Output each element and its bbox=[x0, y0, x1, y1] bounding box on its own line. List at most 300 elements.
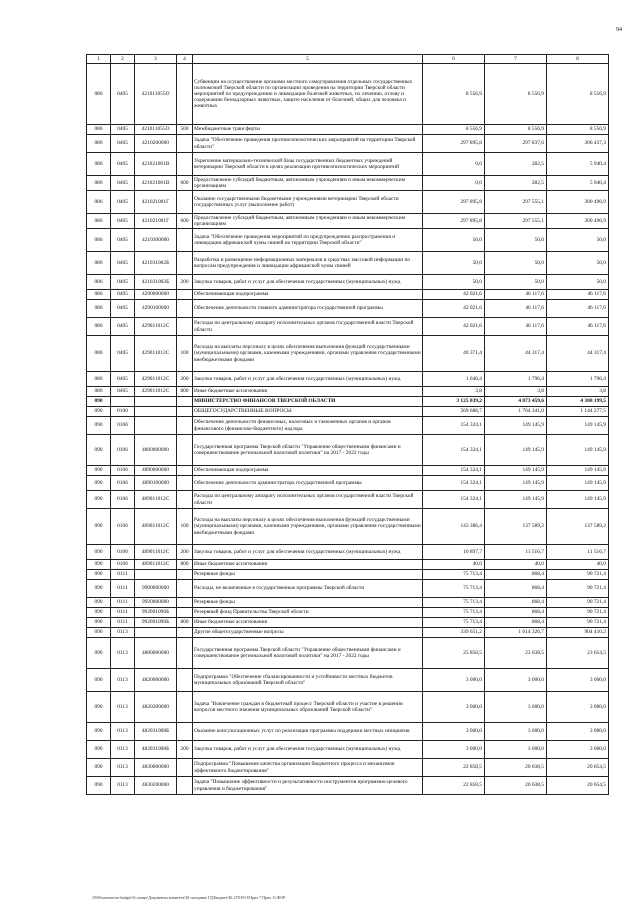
amount-year3-cell: 90 721,4 bbox=[547, 570, 609, 580]
amount-year3-cell: 149 145,9 bbox=[547, 491, 609, 509]
admin-code-cell: 090 bbox=[87, 397, 111, 407]
admin-code-cell: 090 bbox=[87, 741, 111, 759]
expense-type-cell: 200 bbox=[177, 545, 193, 560]
amount-year2-cell: 297 555,1 bbox=[485, 191, 547, 214]
amount-year1-cell: 22 858,5 bbox=[423, 777, 485, 795]
amount-year3-cell: 50,0 bbox=[547, 275, 609, 290]
table-row bbox=[87, 290, 609, 300]
admin-code-cell: 086 bbox=[87, 336, 111, 372]
table-row bbox=[87, 545, 609, 560]
expense-type-cell bbox=[177, 491, 193, 509]
admin-code-cell: 086 bbox=[87, 372, 111, 387]
description-cell: Иные бюджетные ассигнования bbox=[193, 387, 423, 397]
description-cell: Государственная программа Тверской области "Управление общественными финансами и совершенствование региональной налоговой политики" на 2017 - 2022 годы bbox=[193, 638, 423, 669]
table-row bbox=[87, 777, 609, 795]
amount-year3-cell: 137 589,2 bbox=[547, 509, 609, 545]
amount-year3-cell: 149 145,9 bbox=[547, 476, 609, 491]
page-number: 94 bbox=[616, 27, 622, 33]
section-code-cell: 0111 bbox=[111, 608, 135, 618]
amount-year1-cell: 339 651,2 bbox=[423, 628, 485, 638]
target-code-cell: 4820300000 bbox=[135, 692, 177, 723]
amount-year3-cell: 20 654,5 bbox=[547, 777, 609, 795]
section-code-cell: 0405 bbox=[111, 229, 135, 252]
target-code-cell: 4820000000 bbox=[135, 669, 177, 692]
admin-code-cell: 090 bbox=[87, 491, 111, 509]
section-code-cell: 0113 bbox=[111, 777, 135, 795]
target-code-cell: 4830200000 bbox=[135, 777, 177, 795]
amount-year1-cell: 42 021,6 bbox=[423, 300, 485, 318]
table-row bbox=[87, 435, 609, 466]
file-path-footer: \\F60\rawmnt-no-budget\\6 самые\Документы комитета\38 заседание ГД\Бюджет\ЗБ 278-П-О\Прил 7 Прил 11.ФОР bbox=[92, 895, 286, 900]
expense-type-cell: 600 bbox=[177, 176, 193, 191]
table-row bbox=[87, 372, 609, 387]
amount-year3-cell: 20 654,5 bbox=[547, 759, 609, 777]
table-row bbox=[87, 64, 609, 125]
table-row bbox=[87, 176, 609, 191]
target-code-cell: 489011012С bbox=[135, 491, 177, 509]
amount-year3-cell: 11 516,7 bbox=[547, 545, 609, 560]
target-code-cell: 429011012С bbox=[135, 336, 177, 372]
admin-code-cell: 086 bbox=[87, 64, 111, 125]
target-code-cell: 9920000000 bbox=[135, 598, 177, 608]
table-row bbox=[87, 638, 609, 669]
amount-year2-cell: 11 516,7 bbox=[485, 545, 547, 560]
admin-code-cell: 086 bbox=[87, 135, 111, 153]
amount-year1-cell: 75 713,4 bbox=[423, 580, 485, 598]
amount-year2-cell: 8 556,9 bbox=[485, 64, 547, 125]
expense-type-cell bbox=[177, 669, 193, 692]
section-code-cell: 0113 bbox=[111, 628, 135, 638]
description-cell: Обеспечивающая подпрограмма bbox=[193, 290, 423, 300]
amount-year1-cell: 10 897,7 bbox=[423, 545, 485, 560]
amount-year1-cell: 50,0 bbox=[423, 252, 485, 275]
description-cell: Задача "Повышение эффективности и результативности инструментов программно-целевого управления и бюджетирования" bbox=[193, 777, 423, 795]
amount-year2-cell: 149 145,9 bbox=[485, 491, 547, 509]
target-code-cell: 4890100000 bbox=[135, 476, 177, 491]
expense-type-cell bbox=[177, 777, 193, 795]
section-code-cell: 0113 bbox=[111, 741, 135, 759]
target-code-cell: 4290100000 bbox=[135, 300, 177, 318]
amount-year2-cell: 3 000,0 bbox=[485, 669, 547, 692]
amount-year1-cell: 25 858,5 bbox=[423, 638, 485, 669]
target-code-cell: 4800000000 bbox=[135, 638, 177, 669]
admin-code-cell: 086 bbox=[87, 176, 111, 191]
amount-year2-cell: 868,4 bbox=[485, 598, 547, 608]
table-row bbox=[87, 628, 609, 638]
admin-code-cell: 090 bbox=[87, 598, 111, 608]
table-row bbox=[87, 125, 609, 135]
target-code-cell: 489011012С bbox=[135, 509, 177, 545]
table-row bbox=[87, 397, 609, 407]
section-code-cell: 0106 bbox=[111, 435, 135, 466]
amount-year2-cell: 4 873 459,6 bbox=[485, 397, 547, 407]
amount-year1-cell: 22 858,5 bbox=[423, 759, 485, 777]
admin-code-cell: 086 bbox=[87, 252, 111, 275]
admin-code-cell: 090 bbox=[87, 476, 111, 491]
amount-year1-cell: 3 000,0 bbox=[423, 741, 485, 759]
section-code-cell: 0405 bbox=[111, 64, 135, 125]
expense-type-cell bbox=[177, 318, 193, 336]
amount-year2-cell: 46 117,6 bbox=[485, 290, 547, 300]
amount-year1-cell: 3 000,0 bbox=[423, 692, 485, 723]
admin-code-cell: 090 bbox=[87, 777, 111, 795]
section-code-cell: 0405 bbox=[111, 252, 135, 275]
expense-type-cell bbox=[177, 759, 193, 777]
amount-year3-cell: 1 144 277,5 bbox=[547, 407, 609, 417]
amount-year2-cell: 46 117,6 bbox=[485, 318, 547, 336]
amount-year3-cell: 1 796,4 bbox=[547, 372, 609, 387]
expense-type-cell: 100 bbox=[177, 336, 193, 372]
amount-year1-cell: 3,8 bbox=[423, 387, 485, 397]
description-cell: Межбюджетные трансферты bbox=[193, 125, 423, 135]
amount-year1-cell: 42 021,6 bbox=[423, 290, 485, 300]
admin-code-cell: 086 bbox=[87, 300, 111, 318]
description-cell: Закупка товаров, работ и услуг для обеспечения государственных (муниципальных) нужд bbox=[193, 372, 423, 387]
expense-type-cell bbox=[177, 64, 193, 125]
section-code-cell: 0113 bbox=[111, 692, 135, 723]
section-code-cell: 0405 bbox=[111, 191, 135, 214]
expense-type-cell bbox=[177, 692, 193, 723]
description-cell: Предоставление субсидий бюджетным, автономным учреждениям и иным некоммерческим организациям bbox=[193, 176, 423, 191]
table-row bbox=[87, 417, 609, 435]
header-cell: 7 bbox=[485, 55, 547, 64]
amount-year2-cell: 40,0 bbox=[485, 560, 547, 570]
description-cell: Другие общегосударственные вопросы bbox=[193, 628, 423, 638]
description-cell: Закупка товаров, работ и услуг для обеспечения государственных (муниципальных) нужд bbox=[193, 741, 423, 759]
amount-year2-cell: 868,4 bbox=[485, 570, 547, 580]
description-cell: Обеспечение деятельности главного администратора государственной программы bbox=[193, 300, 423, 318]
amount-year3-cell: 50,0 bbox=[547, 252, 609, 275]
amount-year2-cell: 868,4 bbox=[485, 608, 547, 618]
admin-code-cell: 090 bbox=[87, 608, 111, 618]
amount-year1-cell: 154 324,1 bbox=[423, 476, 485, 491]
description-cell: Задача "Обеспечение проведения противоэпизоотических мероприятий на территории Тверской области" bbox=[193, 135, 423, 153]
amount-year3-cell: 46 117,6 bbox=[547, 300, 609, 318]
table-row bbox=[87, 336, 609, 372]
target-code-cell: 489011012С bbox=[135, 560, 177, 570]
target-code-cell: 421031002Б bbox=[135, 275, 177, 290]
admin-code-cell: 090 bbox=[87, 545, 111, 560]
target-code-cell: 4830000000 bbox=[135, 759, 177, 777]
header-cell: 1 bbox=[87, 55, 111, 64]
section-code-cell: 0405 bbox=[111, 176, 135, 191]
target-code-cell: 421031002Б bbox=[135, 252, 177, 275]
amount-year2-cell: 297 555,1 bbox=[485, 214, 547, 229]
admin-code-cell: 090 bbox=[87, 692, 111, 723]
target-code-cell: 4210300000 bbox=[135, 229, 177, 252]
target-code-cell: 429011012С bbox=[135, 387, 177, 397]
table-row bbox=[87, 191, 609, 214]
amount-year2-cell: 23 638,5 bbox=[485, 638, 547, 669]
section-code-cell: 0405 bbox=[111, 275, 135, 290]
description-cell: Субвенции на осуществление органами местного самоуправления отдельных государственных полномочий Тверской области по организации проведения на территории Тверской области мероприятий по предупреждению и ликвидации болезней животных, их лечению, отлову и содержанию безнадзорных животных, защите населения от болезней, общих для человека и животных bbox=[193, 64, 423, 125]
amount-year3-cell: 8 556,9 bbox=[547, 64, 609, 125]
section-code-cell: 0113 bbox=[111, 759, 135, 777]
admin-code-cell: 090 bbox=[87, 669, 111, 692]
amount-year3-cell: 306 437,3 bbox=[547, 135, 609, 153]
amount-year3-cell: 90 721,4 bbox=[547, 598, 609, 608]
table-row bbox=[87, 723, 609, 741]
section-code-cell: 0405 bbox=[111, 125, 135, 135]
admin-code-cell: 086 bbox=[87, 214, 111, 229]
table-row bbox=[87, 214, 609, 229]
amount-year3-cell: 8 556,9 bbox=[547, 125, 609, 135]
section-code-cell: 0106 bbox=[111, 491, 135, 509]
table-row bbox=[87, 491, 609, 509]
target-code-cell: 421011055О bbox=[135, 125, 177, 135]
section-code-cell: 0113 bbox=[111, 723, 135, 741]
amount-year1-cell: 75 713,4 bbox=[423, 608, 485, 618]
section-code-cell: 0405 bbox=[111, 318, 135, 336]
table-row bbox=[87, 300, 609, 318]
amount-year3-cell: 3 000,0 bbox=[547, 692, 609, 723]
amount-year1-cell: 154 324,1 bbox=[423, 491, 485, 509]
amount-year1-cell: 3 000,0 bbox=[423, 669, 485, 692]
amount-year1-cell: 297 895,8 bbox=[423, 191, 485, 214]
description-cell: Расходы, не включенные в государственные программы Тверской области bbox=[193, 580, 423, 598]
expense-type-cell bbox=[177, 466, 193, 476]
amount-year2-cell: 20 638,5 bbox=[485, 777, 547, 795]
expense-type-cell bbox=[177, 476, 193, 491]
table-row bbox=[87, 387, 609, 397]
target-code-cell bbox=[135, 397, 177, 407]
amount-year2-cell: 3 000,0 bbox=[485, 741, 547, 759]
table-header-row bbox=[87, 55, 609, 64]
admin-code-cell: 090 bbox=[87, 723, 111, 741]
amount-year3-cell: 149 145,9 bbox=[547, 466, 609, 476]
amount-year3-cell: 3,8 bbox=[547, 387, 609, 397]
description-cell: ОБЩЕГОСУДАРСТВЕННЫЕ ВОПРОСЫ bbox=[193, 407, 423, 417]
section-code-cell: 0405 bbox=[111, 135, 135, 153]
section-code-cell: 0106 bbox=[111, 560, 135, 570]
amount-year2-cell: 44 317,4 bbox=[485, 336, 547, 372]
amount-year2-cell: 3 000,0 bbox=[485, 692, 547, 723]
section-code-cell: 0106 bbox=[111, 509, 135, 545]
expense-type-cell bbox=[177, 608, 193, 618]
amount-year2-cell: 50,0 bbox=[485, 229, 547, 252]
table-row bbox=[87, 741, 609, 759]
description-cell: Иные бюджетные ассигнования bbox=[193, 618, 423, 628]
amount-year2-cell: 1 614 326,7 bbox=[485, 628, 547, 638]
amount-year2-cell: 149 145,9 bbox=[485, 476, 547, 491]
target-code-cell: 4890000000 bbox=[135, 466, 177, 476]
amount-year3-cell: 904 410,2 bbox=[547, 628, 609, 638]
table-row bbox=[87, 580, 609, 598]
amount-year3-cell: 149 145,9 bbox=[547, 435, 609, 466]
target-code-cell bbox=[135, 570, 177, 580]
expense-type-cell bbox=[177, 417, 193, 435]
description-cell: Оказание государственными бюджетными учреждениями ветеринарии Тверской области государственных услуг (выполнение работ) bbox=[193, 191, 423, 214]
admin-code-cell: 086 bbox=[87, 229, 111, 252]
amount-year1-cell: 569 688,7 bbox=[423, 407, 485, 417]
amount-year1-cell: 154 324,1 bbox=[423, 466, 485, 476]
table-row bbox=[87, 692, 609, 723]
amount-year3-cell: 44 317,4 bbox=[547, 336, 609, 372]
amount-year3-cell: 5 940,4 bbox=[547, 176, 609, 191]
amount-year1-cell: 75 713,4 bbox=[423, 598, 485, 608]
section-code-cell: 0106 bbox=[111, 417, 135, 435]
admin-code-cell: 090 bbox=[87, 435, 111, 466]
amount-year1-cell: 50,0 bbox=[423, 275, 485, 290]
amount-year3-cell: 46 117,6 bbox=[547, 290, 609, 300]
admin-code-cell: 086 bbox=[87, 153, 111, 176]
table-row bbox=[87, 598, 609, 608]
description-cell: Закупка товаров, работ и услуг для обеспечения государственных (муниципальных) нужд bbox=[193, 545, 423, 560]
section-code-cell: 0405 bbox=[111, 214, 135, 229]
amount-year2-cell: 297 837,6 bbox=[485, 135, 547, 153]
expense-type-cell bbox=[177, 135, 193, 153]
amount-year3-cell: 90 721,4 bbox=[547, 580, 609, 598]
amount-year1-cell: 3 125 039,2 bbox=[423, 397, 485, 407]
amount-year2-cell: 868,4 bbox=[485, 618, 547, 628]
table-row bbox=[87, 135, 609, 153]
amount-year3-cell: 300 496,9 bbox=[547, 191, 609, 214]
amount-year2-cell: 149 145,9 bbox=[485, 417, 547, 435]
expense-type-cell bbox=[177, 252, 193, 275]
amount-year1-cell: 42 021,6 bbox=[423, 318, 485, 336]
amount-year3-cell: 23 654,5 bbox=[547, 638, 609, 669]
amount-year1-cell: 40 371,4 bbox=[423, 336, 485, 372]
admin-code-cell: 090 bbox=[87, 618, 111, 628]
expense-type-cell bbox=[177, 191, 193, 214]
expense-type-cell: 800 bbox=[177, 618, 193, 628]
table-row bbox=[87, 560, 609, 570]
description-cell: Обеспечение деятельности администратора государственной программы bbox=[193, 476, 423, 491]
amount-year2-cell: 50,0 bbox=[485, 275, 547, 290]
amount-year1-cell: 154 324,1 bbox=[423, 435, 485, 466]
table-row bbox=[87, 252, 609, 275]
amount-year2-cell: 3,8 bbox=[485, 387, 547, 397]
amount-year2-cell: 3 000,0 bbox=[485, 723, 547, 741]
description-cell: Оказание консультационных услуг по реализации программы поддержки местных инициатив bbox=[193, 723, 423, 741]
table-row bbox=[87, 618, 609, 628]
amount-year2-cell: 1 764 341,0 bbox=[485, 407, 547, 417]
target-code-cell: 429011012С bbox=[135, 372, 177, 387]
amount-year3-cell: 3 000,0 bbox=[547, 723, 609, 741]
admin-code-cell: 086 bbox=[87, 387, 111, 397]
admin-code-cell: 090 bbox=[87, 759, 111, 777]
target-code-cell: 4210200000 bbox=[135, 135, 177, 153]
admin-code-cell: 090 bbox=[87, 466, 111, 476]
amount-year2-cell: 149 145,9 bbox=[485, 466, 547, 476]
header-cell: 5 bbox=[193, 55, 423, 64]
amount-year2-cell: 282,5 bbox=[485, 153, 547, 176]
section-code-cell: 0405 bbox=[111, 300, 135, 318]
description-cell: Подпрограмма "Повышение качества организации бюджетного процесса и механизмов эффективного бюджетирования" bbox=[193, 759, 423, 777]
description-cell: Расходы на выплаты персоналу в целях обеспечения выполнения функций государственными (муниципальными) органами, казенными учреждениями, органами управления государственными внебюджетными фондами bbox=[193, 509, 423, 545]
section-code-cell: 0111 bbox=[111, 598, 135, 608]
description-cell: Задача "Обеспечение проведения мероприятий по предупреждению распространения и ликвидации африканской чумы свиней на территории Тверской области" bbox=[193, 229, 423, 252]
amount-year3-cell: 50,0 bbox=[547, 229, 609, 252]
amount-year3-cell: 46 117,6 bbox=[547, 318, 609, 336]
description-cell: Закупка товаров, работ и услуг для обеспечения государственных (муниципальных) нужд bbox=[193, 275, 423, 290]
expense-type-cell: 200 bbox=[177, 275, 193, 290]
admin-code-cell: 086 bbox=[87, 125, 111, 135]
amount-year2-cell: 137 589,2 bbox=[485, 509, 547, 545]
header-cell: 2 bbox=[111, 55, 135, 64]
expense-type-cell bbox=[177, 598, 193, 608]
budget-table bbox=[86, 54, 609, 795]
amount-year3-cell: 3 000,0 bbox=[547, 741, 609, 759]
target-code-cell: 992001090Б bbox=[135, 608, 177, 618]
target-code-cell: 421021001Г bbox=[135, 191, 177, 214]
expense-type-cell bbox=[177, 638, 193, 669]
table-row bbox=[87, 229, 609, 252]
amount-year1-cell: 297 895,8 bbox=[423, 135, 485, 153]
amount-year1-cell: 0,0 bbox=[423, 176, 485, 191]
description-cell: Государственная программа Тверской области "Управление общественными финансами и совершенствование региональной налоговой политики" на 2017 - 2022 годы bbox=[193, 435, 423, 466]
expense-type-cell: 200 bbox=[177, 372, 193, 387]
target-code-cell bbox=[135, 407, 177, 417]
table-row bbox=[87, 570, 609, 580]
admin-code-cell: 090 bbox=[87, 628, 111, 638]
expense-type-cell: 500 bbox=[177, 125, 193, 135]
description-cell: Резервные фонды bbox=[193, 598, 423, 608]
expense-type-cell bbox=[177, 300, 193, 318]
expense-type-cell bbox=[177, 153, 193, 176]
expense-type-cell bbox=[177, 397, 193, 407]
header-cell: 6 bbox=[423, 55, 485, 64]
description-cell: Резервный фонд Правительства Тверской области bbox=[193, 608, 423, 618]
expense-type-cell bbox=[177, 290, 193, 300]
amount-year3-cell: 4 308 199,5 bbox=[547, 397, 609, 407]
amount-year2-cell: 46 117,6 bbox=[485, 300, 547, 318]
expense-type-cell bbox=[177, 407, 193, 417]
table-row bbox=[87, 608, 609, 618]
section-code-cell: 0100 bbox=[111, 407, 135, 417]
amount-year1-cell: 143 386,4 bbox=[423, 509, 485, 545]
admin-code-cell: 090 bbox=[87, 638, 111, 669]
admin-code-cell: 090 bbox=[87, 509, 111, 545]
amount-year2-cell: 868,4 bbox=[485, 580, 547, 598]
admin-code-cell: 090 bbox=[87, 560, 111, 570]
amount-year3-cell: 149 145,9 bbox=[547, 417, 609, 435]
section-code-cell: 0405 bbox=[111, 372, 135, 387]
expense-type-cell: 200 bbox=[177, 741, 193, 759]
amount-year3-cell: 40,0 bbox=[547, 560, 609, 570]
target-code-cell: 489011012С bbox=[135, 545, 177, 560]
target-code-cell: 421021001Г bbox=[135, 214, 177, 229]
section-code-cell: 0111 bbox=[111, 570, 135, 580]
admin-code-cell: 090 bbox=[87, 417, 111, 435]
header-cell: 8 bbox=[547, 55, 609, 64]
admin-code-cell: 086 bbox=[87, 191, 111, 214]
amount-year3-cell: 3 000,0 bbox=[547, 669, 609, 692]
section-code-cell: 0405 bbox=[111, 336, 135, 372]
expense-type-cell bbox=[177, 570, 193, 580]
expense-type-cell: 100 bbox=[177, 509, 193, 545]
section-code-cell bbox=[111, 397, 135, 407]
description-cell: Предоставление субсидий бюджетным, автономным учреждениям и иным некоммерческим организациям bbox=[193, 214, 423, 229]
amount-year2-cell: 1 796,4 bbox=[485, 372, 547, 387]
description-cell: Разработка и размещение информационных материалов в средствах массовой информации по вопросам предупреждения и ликвидации африканской чумы свиней bbox=[193, 252, 423, 275]
amount-year1-cell: 8 556,9 bbox=[423, 125, 485, 135]
amount-year3-cell: 5 940,4 bbox=[547, 153, 609, 176]
table-row bbox=[87, 509, 609, 545]
section-code-cell: 0113 bbox=[111, 669, 135, 692]
section-code-cell: 0113 bbox=[111, 638, 135, 669]
expense-type-cell bbox=[177, 580, 193, 598]
description-cell: Расходы на выплаты персоналу в целях обеспечения выполнения функций государственными (муниципальными) органами, казенными учреждениями, органами управления государственными внебюджетными фондами bbox=[193, 336, 423, 372]
admin-code-cell: 086 bbox=[87, 275, 111, 290]
description-cell: Подпрограмма "Обеспечение сбалансированности и устойчивости местных бюджетов муниципальных образований Тверской области" bbox=[193, 669, 423, 692]
section-code-cell: 0405 bbox=[111, 387, 135, 397]
table-row bbox=[87, 407, 609, 417]
target-code-cell: 429011012С bbox=[135, 318, 177, 336]
header-cell: 4 bbox=[177, 55, 193, 64]
section-code-cell: 0405 bbox=[111, 290, 135, 300]
section-code-cell: 0106 bbox=[111, 476, 135, 491]
